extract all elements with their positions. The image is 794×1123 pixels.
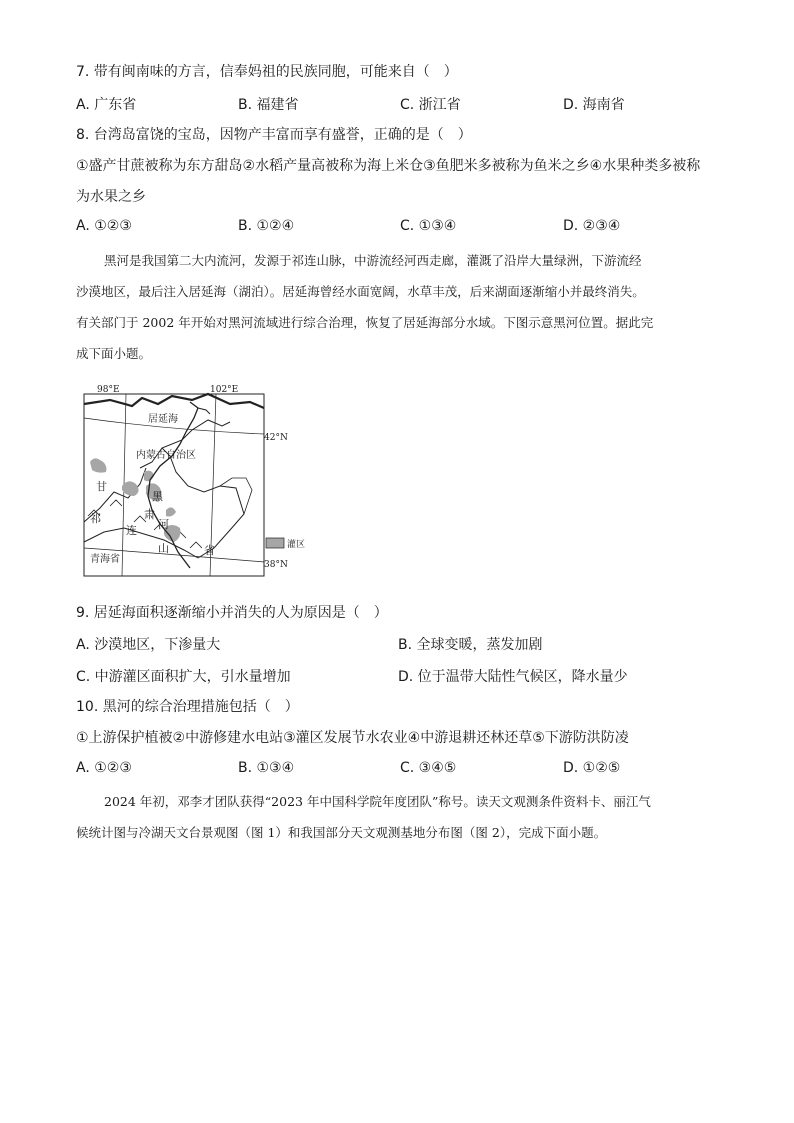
label-98e: 98°E <box>97 385 120 395</box>
label-he: 河 <box>158 518 169 531</box>
juyanhai-lake-outline <box>198 408 210 414</box>
label-102e: 102°E <box>210 385 239 395</box>
q7-stem: 7. 带有闽南味的方言，信奉妈祖的民族同胞，可能来自（ ） <box>76 64 458 80</box>
national-border <box>84 394 264 408</box>
q10-stem: 10. 黑河的综合治理措施包括（ ） <box>76 699 299 715</box>
q9-options-row2 <box>76 666 696 686</box>
q9-option-d[interactable]: D. 位于温带大陆性气候区，降水量少 <box>398 669 628 685</box>
q8-stem: 8. 台湾岛富饶的宝岛，因物产丰富而享有盛誉，正确的是（ ） <box>76 127 472 143</box>
q10-options <box>76 760 696 780</box>
legend-swatch <box>266 538 284 548</box>
q9-option-b[interactable]: B. 全球变暖，蒸发加剧 <box>398 637 543 653</box>
passage1-line4: 成下面小题。 <box>76 346 152 361</box>
irrigated-area-6 <box>166 507 176 516</box>
passage1-line3: 有关部门于 2002 年开始对黑河流域进行综合治理，恢复了居延海部分水域。下图示意黑河位置。据此完 <box>76 315 654 330</box>
q10-option-c[interactable]: C. ③④⑤ <box>400 760 457 776</box>
q7-option-a[interactable]: A. 广东省 <box>76 97 137 113</box>
q8-option-c[interactable]: C. ①③④ <box>400 218 457 234</box>
q7-option-d[interactable]: D. 海南省 <box>563 97 625 113</box>
irrigated-area-2 <box>122 481 139 496</box>
q10-option-b[interactable]: B. ①③④ <box>238 760 295 776</box>
passage1-line1: 黑河是我国第二大内流河，发源于祁连山脉，中游流经河西走廊，灌溉了沿岸大量绿洲，下游流经 <box>104 253 642 268</box>
label-su: 肃 <box>144 508 155 521</box>
legend-label: 灌区 <box>287 540 306 550</box>
q10-option-d[interactable]: D. ①②⑤ <box>563 760 621 776</box>
label-qi: 祁 <box>90 512 101 525</box>
q9-options-row1 <box>76 634 696 654</box>
passage2-line1: 2024 年初，邓李才团队获得“2023 年中国科学院年度团队”称号。读天文观测条件资料卡、丽江气 <box>104 794 651 809</box>
q7-options <box>76 94 696 114</box>
q7-option-b[interactable]: B. 福建省 <box>238 97 299 113</box>
label-juyanhai: 居延海 <box>148 414 178 425</box>
q7-option-c[interactable]: C. 浙江省 <box>400 97 461 113</box>
label-38n: 38°N <box>264 560 288 570</box>
passage1-line2: 沙漠地区，最后注入居延海（湖泊）。居延海曾经水面宽阔，水草丰茂，后来湖面逐渐缩小并最终消失。 <box>76 284 645 299</box>
q9-option-c[interactable]: C. 中游灌区面积扩大，引水量增加 <box>76 669 291 685</box>
passage2-line2: 候统计图与冷湖天文台景观图（图 1）和我国部分天文观测基地分布图（图 2），完成下面小题。 <box>76 825 607 840</box>
q8-options <box>76 218 696 238</box>
q9-stem: 9. 居延海面积逐渐缩小并消失的人为原因是（ ） <box>76 605 388 621</box>
q10-option-a[interactable]: A. ①②③ <box>76 760 132 776</box>
q9-option-a[interactable]: A. 沙漠地区，下渗量大 <box>76 637 221 653</box>
q10-statement: ①上游保护植被②中游修建水电站③灌区发展节水农业④中游退耕还林还草⑤下游防洪防凌 <box>76 730 629 746</box>
label-hei: 黑 <box>152 490 163 503</box>
heihe-location-map <box>80 382 310 582</box>
label-42n: 42°N <box>264 433 288 443</box>
q8-option-d[interactable]: D. ②③④ <box>563 218 621 234</box>
q8-option-b[interactable]: B. ①②④ <box>238 218 295 234</box>
q8-option-a[interactable]: A. ①②③ <box>76 218 132 234</box>
province-border-ningxia <box>220 478 252 514</box>
label-qinghai: 青海省 <box>90 554 120 565</box>
label-shan: 山 <box>158 542 169 555</box>
label-neimenggu: 内蒙古自治区 <box>136 450 196 461</box>
q8-statement-line2: 为水果之乡 <box>76 189 146 205</box>
irrigated-area-1 <box>90 458 106 472</box>
label-sheng: 省 <box>204 544 215 557</box>
q8-statement-line1: ①盛产甘蔗被称为东方甜岛②水稻产量高被称为海上米仓③鱼肥米多被称为鱼米之乡④水果种类多被称 <box>76 158 701 174</box>
label-gan: 甘 <box>96 480 107 493</box>
label-lian: 连 <box>126 524 137 537</box>
